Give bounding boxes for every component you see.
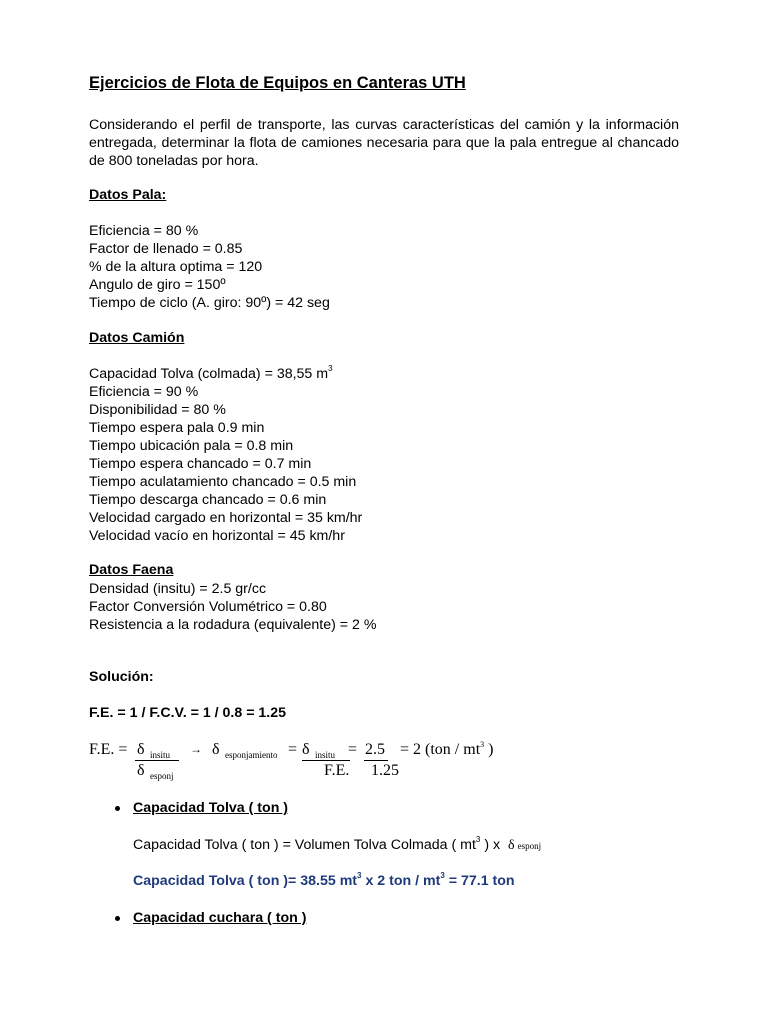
pala-line: Eficiencia = 80 % [89, 223, 199, 239]
faena-heading: Datos Faena [89, 562, 174, 578]
camion-line: Tiempo aculatamiento chancado = 0.5 min [89, 474, 357, 490]
faena-line: Densidad (insitu) = 2.5 gr/cc [89, 581, 267, 597]
esponjamiento-sub: esponjamiento [225, 750, 278, 760]
pala-line: Tiempo de ciclo (A. giro: 90º) = 42 seg [89, 295, 330, 311]
camion-line: Velocidad cargado en horizontal = 35 km/hr [89, 510, 363, 526]
pala-line: % de la altura optima = 120 [89, 259, 263, 275]
delta-symbol: δ [302, 741, 310, 758]
tolva-result-sup: 3 [440, 871, 445, 880]
fraction-bar [364, 760, 388, 761]
camion-capacity-text: Capacidad Tolva (colmada) = 38,55 m [89, 366, 329, 382]
camion-line: Tiempo descarga chancado = 0.6 min [89, 492, 327, 508]
density-result [400, 741, 493, 759]
esponj-sub: esponj [150, 771, 174, 781]
fraction-bar [135, 760, 179, 761]
camion-line: Tiempo espera chancado = 0.7 min [89, 456, 312, 472]
density-result-text: = 2 (ton / mt [400, 741, 481, 758]
bullet-dot [115, 916, 120, 921]
delta-symbol: δ [137, 762, 145, 779]
fe-label: F.E. = [89, 741, 128, 758]
density-result-sup: 3 [480, 740, 485, 749]
camion-line: Eficiencia = 90 % [89, 384, 199, 400]
camion-line: Disponibilidad = 80 % [89, 402, 226, 418]
tolva-result [133, 873, 515, 889]
fe-denominator: F.E. [324, 762, 350, 779]
tolva-formula [133, 837, 541, 854]
tolva-result-pre: Capacidad Tolva ( ton )= 38.55 mt [133, 873, 358, 889]
faena-line: Factor Conversión Volumétrico = 0.80 [89, 599, 327, 615]
fraction-bar [302, 760, 350, 761]
tolva-formula-pre: Capacidad Tolva ( ton ) = Volumen Tolva Colmada ( mt [133, 837, 476, 853]
insitu-sub: insitu [315, 750, 336, 760]
density-formula [89, 738, 679, 788]
tolva-result-mid: x 2 ton / mt [365, 873, 441, 889]
esponj-sub: esponj [517, 841, 542, 851]
density-result-end: ) [488, 741, 494, 758]
camion-line: Velocidad vacío en horizontal = 45 km/hr [89, 528, 345, 544]
pala-heading: Datos Pala: [89, 187, 167, 203]
equals-sign: = [288, 741, 298, 758]
pala-line: Angulo de giro = 150º [89, 277, 226, 293]
bullet-heading-tolva: Capacidad Tolva ( ton ) [133, 800, 289, 816]
insitu-sub: insitu [150, 750, 171, 760]
bullet-heading-cuchara: Capacidad cuchara ( ton ) [133, 910, 307, 926]
page-title: Ejercicios de Flota de Equipos en Canteras UTH [89, 74, 466, 92]
tolva-formula-sup: 3 [475, 835, 481, 844]
tolva-result-sup: 3 [357, 871, 362, 880]
fe-equation: F.E. = 1 / F.C.V. = 1 / 0.8 = 1.25 [89, 705, 287, 721]
solucion-heading: Solución: [89, 669, 154, 685]
camion-line: Tiempo espera pala 0.9 min [89, 420, 265, 436]
equals-sign: = [348, 741, 358, 758]
faena-line: Resistencia a la rodadura (equivalente) = 2 % [89, 617, 377, 633]
delta-symbol: δ [137, 741, 145, 758]
tolva-formula-post: ) x [484, 837, 501, 853]
arrow-icon: → [190, 742, 202, 756]
bullet-dot [115, 806, 120, 811]
camion-heading: Datos Camión [89, 330, 185, 346]
intro-paragraph: Considerando el perfil de transporte, las curvas características del camión y la información entregada, determinar la flota de camiones necesaria para que la pala entregue al chancado de 800 toneladas por hora. [89, 117, 679, 169]
pala-line: Factor de llenado = 0.85 [89, 241, 243, 257]
delta-symbol: δ [508, 838, 515, 853]
delta-symbol: δ [212, 741, 220, 758]
camion-line: Tiempo ubicación pala = 0.8 min [89, 438, 294, 454]
camion-capacity-sup: 3 [328, 364, 333, 373]
denominator-value: 1.25 [371, 762, 399, 779]
numerator-value: 2.5 [365, 741, 385, 758]
tolva-result-post: = 77.1 ton [448, 873, 515, 889]
camion-capacity-line [89, 365, 333, 383]
